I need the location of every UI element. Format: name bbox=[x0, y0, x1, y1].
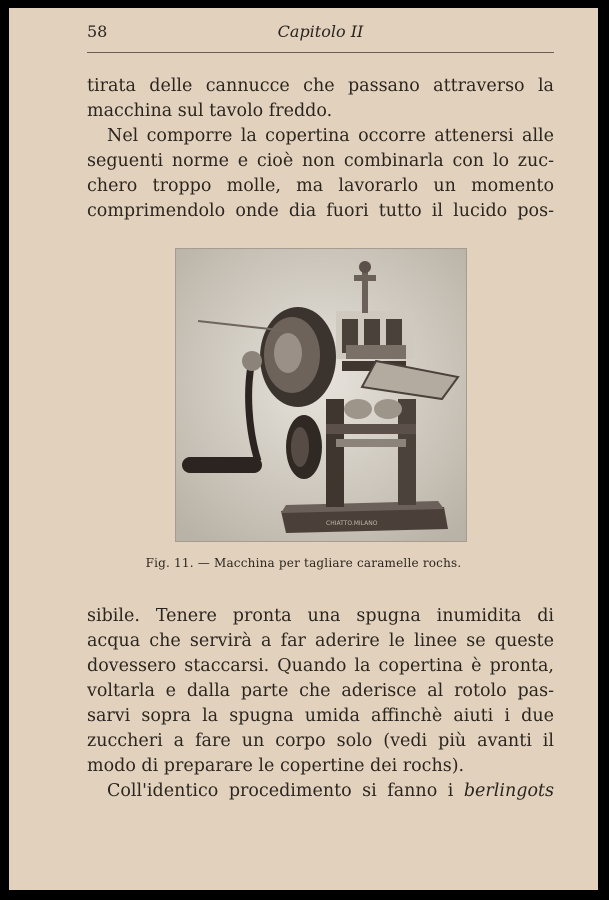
italic-term: berlingots bbox=[463, 781, 554, 801]
text-line: dovessero staccarsi. Quando la copertina è pronta, bbox=[87, 656, 554, 676]
page-number: 58 bbox=[87, 22, 108, 41]
machine-illustration bbox=[175, 248, 467, 542]
text-line: Nel comporre la copertina occorre attenersi alle bbox=[107, 126, 554, 146]
text-line: voltarla e dalla parte che aderisce al rotolo pas- bbox=[87, 681, 554, 701]
candy-cutting-machine-image bbox=[176, 249, 466, 541]
text-line: zuccheri a fare un corpo solo (vedi più avanti il bbox=[87, 731, 554, 751]
text-line: sarvi sopra la spugna umida affinchè aiuti i due bbox=[87, 706, 554, 726]
paragraph-bottom bbox=[87, 604, 554, 804]
line-prefix: Coll'identico procedimento si fanno i bbox=[107, 781, 454, 801]
text-line: sibile. Tenere pronta una spugna inumidita di bbox=[87, 606, 554, 626]
chapter-title: Capitolo II bbox=[277, 22, 364, 41]
page-header bbox=[87, 22, 554, 46]
text-line: macchina sul tavolo freddo. bbox=[87, 101, 333, 121]
header-rule bbox=[87, 52, 554, 53]
text-line: tirata delle cannucce che passano attraverso la bbox=[87, 76, 554, 96]
book-page bbox=[9, 8, 598, 890]
paragraph-top bbox=[87, 74, 554, 224]
figure-caption: Fig. 11. — Macchina per tagliare caramelle rochs. bbox=[145, 556, 462, 570]
text-line: comprimendolo onde dia fuori tutto il lucido pos- bbox=[87, 201, 554, 221]
text-line: chero troppo molle, ma lavorarlo un momento bbox=[87, 176, 554, 196]
text-line bbox=[87, 779, 554, 804]
nameplate-text: CHIATTO.MILANO bbox=[326, 520, 378, 527]
text-line: modo di preparare le copertine dei rochs). bbox=[87, 756, 465, 776]
text-line: acqua che servirà a far aderire le linee se queste bbox=[87, 631, 554, 651]
text-line: seguenti norme e cioè non combinarla con lo zuc- bbox=[87, 151, 554, 171]
